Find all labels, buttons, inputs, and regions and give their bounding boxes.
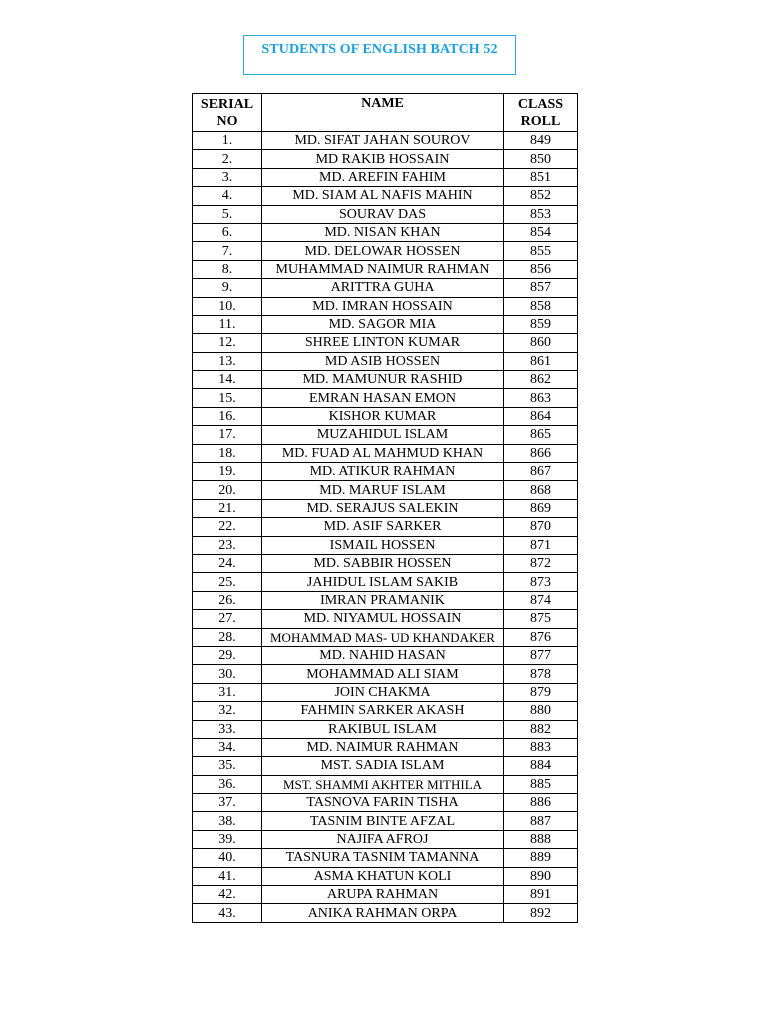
student-name-cell: JAHIDUL ISLAM SAKIB (262, 573, 504, 591)
class-roll-cell: 879 (504, 683, 578, 701)
student-name-cell: ISMAIL HOSSEN (262, 536, 504, 554)
table-row (193, 775, 578, 793)
serial-cell: 4. (193, 187, 262, 205)
student-name-cell: JOIN CHAKMA (262, 683, 504, 701)
table-row (193, 554, 578, 572)
serial-cell: 11. (193, 315, 262, 333)
title-box (243, 35, 516, 75)
table-row (193, 646, 578, 664)
table-row (193, 849, 578, 867)
table-row (193, 297, 578, 315)
class-roll-cell: 852 (504, 187, 578, 205)
table-row (193, 794, 578, 812)
student-name-cell: MD. SIFAT JAHAN SOUROV (262, 132, 504, 150)
serial-cell: 15. (193, 389, 262, 407)
serial-cell: 39. (193, 830, 262, 848)
serial-header-line2: NO (216, 113, 238, 129)
student-name-cell: TASNOVA FARIN TISHA (262, 794, 504, 812)
class-roll-cell: 888 (504, 830, 578, 848)
class-roll-cell: 851 (504, 168, 578, 186)
class-roll-cell: 880 (504, 702, 578, 720)
student-name-cell: MD. ATIKUR RAHMAN (262, 463, 504, 481)
class-roll-cell: 868 (504, 481, 578, 499)
serial-cell: 23. (193, 536, 262, 554)
student-name-cell: NAJIFA AFROJ (262, 830, 504, 848)
class-roll-cell: 867 (504, 463, 578, 481)
student-name-cell: MD. NAHID HASAN (262, 646, 504, 664)
student-name-cell: MST. SHAMMI AKHTER MITHILA (262, 775, 504, 793)
serial-cell: 20. (193, 481, 262, 499)
table-row (193, 315, 578, 333)
class-roll-cell: 884 (504, 757, 578, 775)
class-roll-cell: 876 (504, 628, 578, 646)
class-roll-cell: 872 (504, 554, 578, 572)
serial-cell: 28. (193, 628, 262, 646)
serial-cell: 27. (193, 610, 262, 628)
table-row (193, 242, 578, 260)
serial-cell: 24. (193, 554, 262, 572)
serial-cell: 13. (193, 352, 262, 370)
student-name-cell: MD. DELOWAR HOSSEN (262, 242, 504, 260)
class-roll-cell: 850 (504, 150, 578, 168)
student-name-cell: MUHAMMAD NAIMUR RAHMAN (262, 260, 504, 278)
class-roll-cell: 856 (504, 260, 578, 278)
class-roll-cell: 861 (504, 352, 578, 370)
serial-cell: 8. (193, 260, 262, 278)
student-name-cell: IMRAN PRAMANIK (262, 591, 504, 609)
table-row (193, 334, 578, 352)
table-row (193, 812, 578, 830)
serial-cell: 33. (193, 720, 262, 738)
table-row (193, 628, 578, 646)
table-row (193, 168, 578, 186)
student-name-cell: ARUPA RAHMAN (262, 886, 504, 904)
table-row (193, 867, 578, 885)
student-name-cell: MD. SAGOR MIA (262, 315, 504, 333)
class-roll-cell: 887 (504, 812, 578, 830)
class-roll-cell: 878 (504, 665, 578, 683)
student-name-cell: MD. NAIMUR RAHMAN (262, 738, 504, 756)
student-name-cell: ASMA KHATUN KOLI (262, 867, 504, 885)
class-roll-cell: 885 (504, 775, 578, 793)
student-name-cell: MOHAMMAD ALI SIAM (262, 665, 504, 683)
table-row (193, 536, 578, 554)
student-table (192, 93, 578, 923)
serial-cell: 25. (193, 573, 262, 591)
class-roll-cell: 869 (504, 499, 578, 517)
class-roll-cell: 855 (504, 242, 578, 260)
class-roll-cell: 854 (504, 223, 578, 241)
student-name-cell: RAKIBUL ISLAM (262, 720, 504, 738)
table-row (193, 886, 578, 904)
serial-cell: 6. (193, 223, 262, 241)
student-name-cell: SOURAV DAS (262, 205, 504, 223)
serial-cell: 41. (193, 867, 262, 885)
student-name-cell: MD. SERAJUS SALEKIN (262, 499, 504, 517)
student-name-cell: MD. ASIF SARKER (262, 518, 504, 536)
class-roll-cell: 882 (504, 720, 578, 738)
table-row (193, 260, 578, 278)
student-name-cell: KISHOR KUMAR (262, 407, 504, 425)
student-name-cell: MD. MARUF ISLAM (262, 481, 504, 499)
table-row (193, 279, 578, 297)
table-row (193, 132, 578, 150)
table-row (193, 389, 578, 407)
table-row (193, 683, 578, 701)
table-row (193, 904, 578, 922)
serial-cell: 17. (193, 426, 262, 444)
class-roll-cell: 859 (504, 315, 578, 333)
class-roll-cell: 889 (504, 849, 578, 867)
serial-cell: 2. (193, 150, 262, 168)
table-row (193, 150, 578, 168)
serial-cell: 21. (193, 499, 262, 517)
document-title: STUDENTS OF ENGLISH BATCH 52 (261, 42, 498, 57)
student-name-cell: MD. SIAM AL NAFIS MAHIN (262, 187, 504, 205)
class-roll-cell: 890 (504, 867, 578, 885)
student-name-cell: TASNURA TASNIM TAMANNA (262, 849, 504, 867)
header-row (193, 94, 578, 132)
serial-cell: 36. (193, 775, 262, 793)
table-header (193, 94, 578, 132)
table-row (193, 702, 578, 720)
table-body (193, 132, 578, 923)
serial-cell: 32. (193, 702, 262, 720)
class-roll-cell: 865 (504, 426, 578, 444)
serial-cell: 26. (193, 591, 262, 609)
serial-cell: 1. (193, 132, 262, 150)
serial-cell: 18. (193, 444, 262, 462)
serial-cell: 9. (193, 279, 262, 297)
serial-cell: 43. (193, 904, 262, 922)
class-roll-cell: 849 (504, 132, 578, 150)
serial-cell: 40. (193, 849, 262, 867)
student-name-cell: MD RAKIB HOSSAIN (262, 150, 504, 168)
table-row (193, 757, 578, 775)
student-name-cell: MD. SABBIR HOSSEN (262, 554, 504, 572)
serial-cell: 30. (193, 665, 262, 683)
student-name-cell: ARITTRA GUHA (262, 279, 504, 297)
serial-cell: 22. (193, 518, 262, 536)
table-row (193, 223, 578, 241)
student-name-cell: MD. NISAN KHAN (262, 223, 504, 241)
table-row (193, 665, 578, 683)
table-row (193, 187, 578, 205)
name-header-label: NAME (361, 96, 404, 111)
roll-header (504, 94, 578, 132)
class-roll-cell: 863 (504, 389, 578, 407)
serial-cell: 42. (193, 886, 262, 904)
class-roll-cell: 864 (504, 407, 578, 425)
class-roll-cell: 866 (504, 444, 578, 462)
student-name-cell: TASNIM BINTE AFZAL (262, 812, 504, 830)
student-name-cell: MD. FUAD AL MAHMUD KHAN (262, 444, 504, 462)
student-name-cell: MOHAMMAD MAS- UD KHANDAKER (262, 628, 504, 646)
serial-header (193, 94, 262, 132)
name-header (262, 94, 504, 132)
class-roll-cell: 892 (504, 904, 578, 922)
table-row (193, 573, 578, 591)
student-name-cell: ANIKA RAHMAN ORPA (262, 904, 504, 922)
serial-cell: 29. (193, 646, 262, 664)
serial-cell: 34. (193, 738, 262, 756)
serial-cell: 14. (193, 371, 262, 389)
class-roll-cell: 874 (504, 591, 578, 609)
student-name-cell: MST. SADIA ISLAM (262, 757, 504, 775)
class-roll-cell: 875 (504, 610, 578, 628)
class-roll-cell: 873 (504, 573, 578, 591)
table-row (193, 463, 578, 481)
class-roll-cell: 871 (504, 536, 578, 554)
serial-cell: 19. (193, 463, 262, 481)
serial-header-line1: SERIAL (200, 96, 254, 112)
class-roll-cell: 862 (504, 371, 578, 389)
table-row (193, 499, 578, 517)
table-row (193, 371, 578, 389)
class-roll-cell: 853 (504, 205, 578, 223)
student-name-cell: FAHMIN SARKER AKASH (262, 702, 504, 720)
serial-cell: 7. (193, 242, 262, 260)
table-row (193, 591, 578, 609)
class-roll-cell: 891 (504, 886, 578, 904)
serial-cell: 12. (193, 334, 262, 352)
student-name-cell: MD. IMRAN HOSSAIN (262, 297, 504, 315)
class-roll-cell: 870 (504, 518, 578, 536)
table-row (193, 444, 578, 462)
table-row (193, 426, 578, 444)
class-roll-cell: 858 (504, 297, 578, 315)
table-row (193, 352, 578, 370)
table-row (193, 720, 578, 738)
class-roll-cell: 883 (504, 738, 578, 756)
table-row (193, 738, 578, 756)
table-row (193, 407, 578, 425)
serial-cell: 10. (193, 297, 262, 315)
serial-cell: 16. (193, 407, 262, 425)
class-roll-cell: 886 (504, 794, 578, 812)
serial-cell: 35. (193, 757, 262, 775)
table-row (193, 481, 578, 499)
class-roll-cell: 877 (504, 646, 578, 664)
student-name-cell: MD. AREFIN FAHIM (262, 168, 504, 186)
table-row (193, 610, 578, 628)
roll-header-line1: CLASS (517, 96, 564, 112)
serial-cell: 37. (193, 794, 262, 812)
student-name-cell: MUZAHIDUL ISLAM (262, 426, 504, 444)
table-row (193, 205, 578, 223)
student-name-cell: EMRAN HASAN EMON (262, 389, 504, 407)
student-name-cell: SHREE LINTON KUMAR (262, 334, 504, 352)
table-row (193, 830, 578, 848)
serial-cell: 31. (193, 683, 262, 701)
student-name-cell: MD ASIB HOSSEN (262, 352, 504, 370)
serial-cell: 38. (193, 812, 262, 830)
roll-header-line2: ROLL (520, 113, 561, 129)
serial-cell: 3. (193, 168, 262, 186)
serial-cell: 5. (193, 205, 262, 223)
student-name-cell: MD. NIYAMUL HOSSAIN (262, 610, 504, 628)
table-row (193, 518, 578, 536)
student-name-cell: MD. MAMUNUR RASHID (262, 371, 504, 389)
class-roll-cell: 857 (504, 279, 578, 297)
class-roll-cell: 860 (504, 334, 578, 352)
